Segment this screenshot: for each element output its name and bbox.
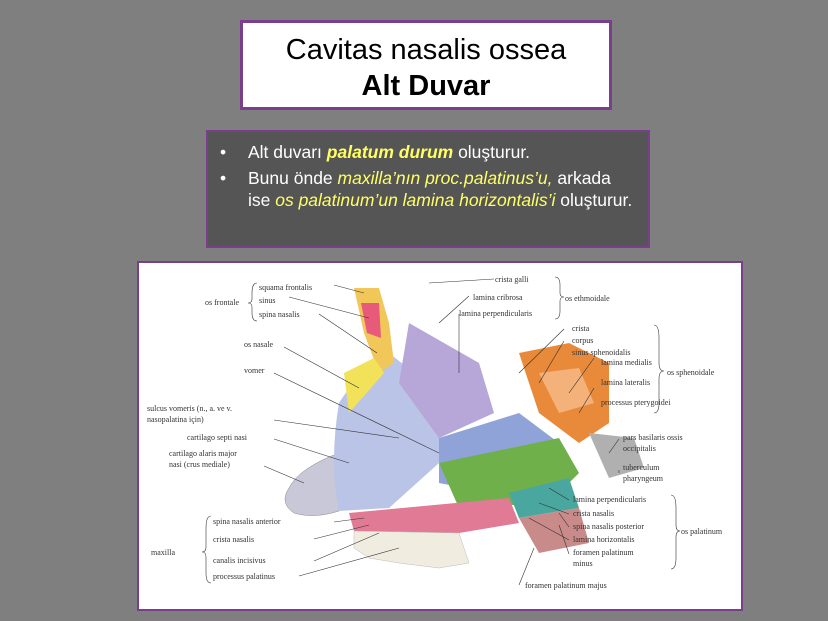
label-pars-basilaris: pars basilaris ossis <box>623 433 683 442</box>
bullet-item: • Bunu önde maxilla’nın proc.palatinus’u, arkada ise os palatinum’un lamina horizontalis’i oluşturur. <box>220 168 633 210</box>
label-os-palatinum: os palatinum <box>681 527 723 536</box>
nasal-cavity-illustration <box>139 263 741 609</box>
label-canalis-incisivus: canalis incisivus <box>213 556 266 565</box>
label-crus-mediale: nasi (crus mediale) <box>169 460 230 469</box>
bullet-box <box>206 130 650 248</box>
slide-title: Cavitas nasalis ossea <box>285 34 567 66</box>
label-processus-palatinus: processus palatinus <box>213 572 275 581</box>
bullet-item: • Alt duvarı palatum durum oluşturur. <box>220 142 531 162</box>
label-lamina-horizontalis: lamina horizontalis <box>573 535 635 544</box>
label-processus-pterygoidei: processus pterygoidei <box>601 398 671 407</box>
anatomy-figure <box>137 261 743 611</box>
bullet-dot-icon: • <box>220 142 227 162</box>
label-os-ethmoidale: os ethmoidale <box>565 294 610 303</box>
bullet-dot-icon: • <box>220 168 227 188</box>
label-os-nasale: os nasale <box>244 340 274 349</box>
title-box <box>240 20 612 110</box>
label-tuberculum: tuberculum <box>623 463 660 472</box>
label-lamina-medialis: lamina medialis <box>601 358 652 367</box>
label-foramen-palatinum-majus: foramen palatinum majus <box>525 581 607 590</box>
label-crista: crista <box>572 324 590 333</box>
label-corpus: corpus <box>572 336 594 345</box>
label-foramen-palatinum: foramen palatinum <box>573 548 634 557</box>
label-cartilago-alaris: cartilago alaris major <box>169 449 237 458</box>
label-minus: minus <box>573 559 593 568</box>
label-crista-galli: crista galli <box>495 275 529 284</box>
label-nasopalatina: nasopalatina için) <box>147 415 204 424</box>
label-vomer: vomer <box>244 366 265 375</box>
label-lamina-perpendicularis-ethmoid: lamina perpendicularis <box>459 309 533 318</box>
label-maxilla: maxilla <box>151 548 175 557</box>
label-lamina-lateralis: lamina lateralis <box>601 378 651 387</box>
label-squama-frontalis: squama frontalis <box>259 283 313 292</box>
label-sinus-sphenoidalis: sinus sphenoidalis <box>572 348 631 357</box>
label-os-frontale: os frontale <box>205 298 239 307</box>
label-os-sphenoidale: os sphenoidale <box>667 368 715 377</box>
label-lamina-cribrosa: lamina cribrosa <box>473 293 523 302</box>
label-spina-nasalis-anterior: spina nasalis anterior <box>213 517 281 526</box>
label-cartilago-septi: cartilago septi nasi <box>187 433 247 442</box>
label-lamina-perpendicularis-palatine: lamina perpendicularis <box>573 495 647 504</box>
label-crista-nasalis-palatine: crista nasalis <box>573 509 615 518</box>
label-sulcus-vomeris: sulcus vomeris (n., a. ve v. <box>147 404 233 413</box>
slide-subtitle: Alt Duvar <box>361 70 491 102</box>
label-pharyngeum: pharyngeum <box>623 474 663 483</box>
label-occipitalis: occipitalis <box>623 444 656 453</box>
label-sinus: sinus <box>259 296 276 305</box>
label-crista-nasalis-maxilla: crista nasalis <box>213 535 255 544</box>
label-spina-nasalis: spina nasalis <box>259 310 300 319</box>
label-spina-nasalis-posterior: spina nasalis posterior <box>573 522 645 531</box>
